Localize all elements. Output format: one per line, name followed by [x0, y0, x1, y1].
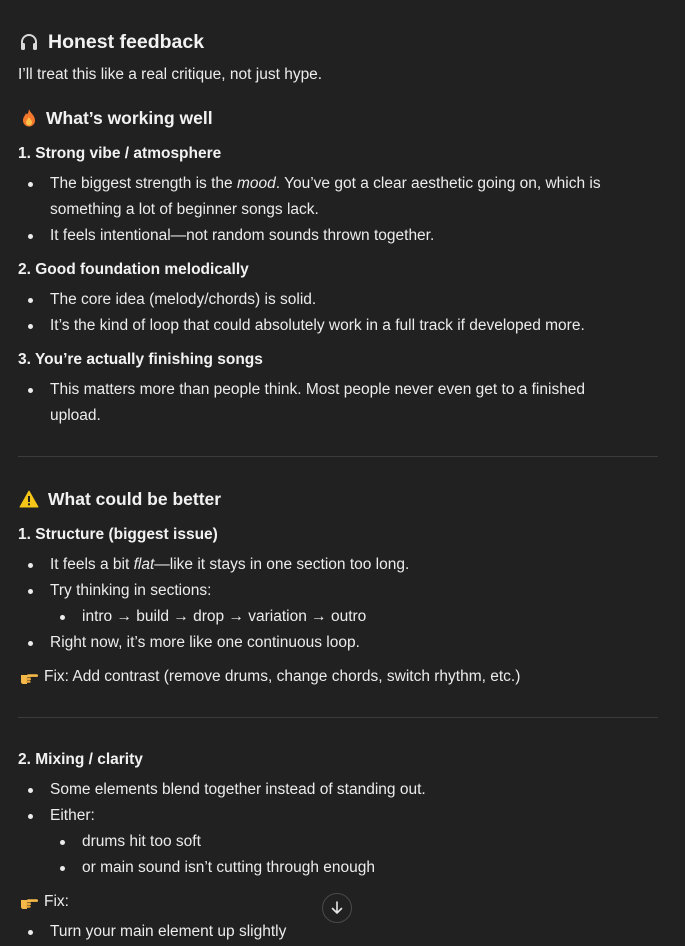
list-item — [50, 552, 409, 578]
arrow-down-icon — [329, 900, 345, 916]
page-title — [18, 28, 204, 56]
pointing-hand-icon — [18, 666, 40, 688]
item-title: 2. Good foundation melodically — [18, 261, 249, 278]
headphones-icon — [18, 31, 40, 53]
fire-icon — [18, 107, 40, 129]
bullet-emphasis: flat — [133, 556, 155, 573]
bullet-text: It feels a bit — [50, 556, 134, 573]
section-heading-better — [18, 486, 221, 512]
list-item — [50, 171, 601, 197]
fix-text: Fix: Add contrast (remove drums, change chords, switch rhythm, etc.) — [44, 668, 521, 685]
bullet-emphasis: mood — [236, 175, 276, 192]
bullet-text: . You’ve got a clear aesthetic going on, which is — [275, 175, 601, 192]
item-title: 1. Structure (biggest issue) — [18, 526, 218, 543]
list-item: It’s the kind of loop that could absolutely work in a full track if developed more. — [50, 313, 585, 339]
warning-icon — [18, 488, 40, 510]
list-item: It feels intentional—not random sounds thrown together. — [50, 223, 434, 249]
nested-list-item: intro → build → drop → variation → outro — [82, 604, 366, 630]
intro-text: I’ll treat this like a real critique, not just hype. — [18, 66, 323, 83]
divider — [18, 456, 658, 457]
list-item: Some elements blend together instead of standing out. — [50, 777, 426, 803]
section-heading-better-text: What could be better — [48, 488, 222, 509]
scroll-to-bottom-button[interactable] — [322, 893, 352, 923]
list-item-continuation: upload. — [50, 407, 101, 424]
bullet-text: The biggest strength is the — [50, 175, 237, 192]
list-item: Right now, it’s more like one continuous loop. — [50, 630, 360, 656]
list-item: Either: — [50, 803, 95, 829]
bullet-text: —like it stays in one section too long. — [154, 556, 410, 573]
fix-text: Fix: — [44, 893, 69, 910]
list-item: Try thinking in sections: — [50, 578, 211, 604]
fix-note — [18, 889, 69, 915]
list-item-continuation: something a lot of beginner songs lack. — [50, 201, 319, 218]
title-text: Honest feedback — [48, 30, 205, 53]
divider — [18, 717, 658, 718]
fix-note — [18, 664, 520, 690]
list-item: The core idea (melody/chords) is solid. — [50, 287, 316, 313]
pointing-hand-icon — [18, 891, 40, 913]
nested-list-item: drums hit too soft — [82, 829, 201, 855]
item-title: 2. Mixing / clarity — [18, 751, 143, 768]
nested-list-item: or main sound isn’t cutting through enough — [82, 855, 375, 881]
item-title: 1. Strong vibe / atmosphere — [18, 145, 222, 162]
list-item: This matters more than people think. Most people never even get to a finished — [50, 377, 585, 403]
section-heading-working-text: What’s working well — [46, 107, 213, 128]
item-title: 3. You’re actually finishing songs — [18, 351, 263, 368]
list-item: Turn your main element up slightly — [50, 919, 286, 945]
section-heading-working — [18, 105, 213, 131]
